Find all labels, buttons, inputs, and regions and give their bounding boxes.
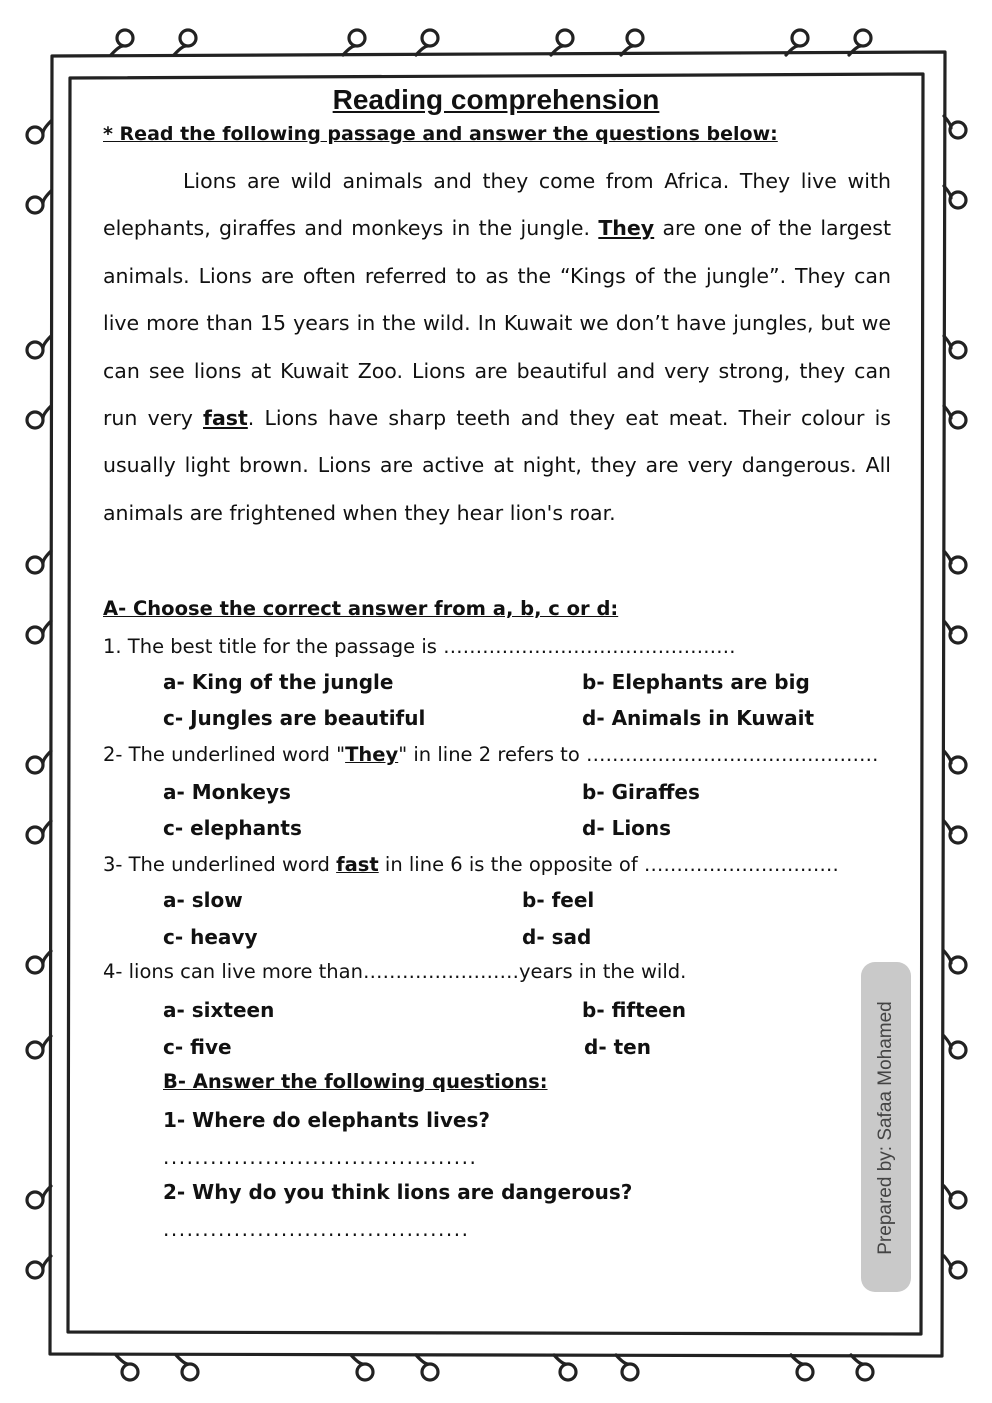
q2-option-c[interactable]: c- elephants xyxy=(163,816,302,840)
underlined-word-fast: fast xyxy=(203,406,248,431)
section-a-heading: A- Choose the correct answer from a, b, c or d: xyxy=(103,597,619,620)
q3-option-b[interactable]: b- feel xyxy=(522,888,595,912)
passage-text-3: . Lions have sharp teeth and they eat meat. Their colour is usually light brown. Lions are active at night, they are very dangerous. All animals are frightened when they hear lion's roar. xyxy=(103,406,891,525)
question-3 xyxy=(103,853,839,876)
page-title: Reading comprehension xyxy=(332,84,660,115)
section-b-heading: B- Answer the following questions: xyxy=(163,1070,548,1093)
instruction: * Read the following passage and answer the questions below: xyxy=(103,123,778,145)
q3-option-d[interactable]: d- sad xyxy=(522,925,592,949)
q2-underlined-word: They xyxy=(345,743,399,766)
underlined-word-they: They xyxy=(598,216,655,241)
answer-line-1[interactable]: ........................................ xyxy=(163,1145,478,1169)
q4-option-d[interactable]: d- ten xyxy=(584,1035,651,1059)
question-2 xyxy=(103,743,878,766)
q3-text-end: in line 6 is the opposite of ………………………… xyxy=(378,853,839,876)
q1-option-b[interactable]: b- Elephants are big xyxy=(582,670,810,694)
q2-text-end: " in line 2 refers to ……………………………………… xyxy=(398,743,879,766)
q3-option-a[interactable]: a- slow xyxy=(163,888,243,912)
q2-text-start: 2- The underlined word " xyxy=(103,743,346,766)
reading-passage xyxy=(103,158,891,537)
question-1: 1. The best title for the passage is ……………………………………… xyxy=(103,635,736,658)
passage-text-1: Lions are wild animals and they come from Africa. They live with elephants, giraffes and monkeys in the jungle. xyxy=(103,169,891,241)
q3-underlined-word: fast xyxy=(336,853,379,876)
q1-option-a[interactable]: a- King of the jungle xyxy=(163,670,394,694)
q4-option-b[interactable]: b- fifteen xyxy=(582,998,687,1022)
q1-option-d[interactable]: d- Animals in Kuwait xyxy=(582,706,815,730)
open-question-1: 1- Where do elephants lives? xyxy=(163,1108,490,1132)
open-question-2: 2- Why do you think lions are dangerous? xyxy=(163,1180,633,1204)
q2-option-b[interactable]: b- Giraffes xyxy=(582,780,700,804)
q3-text-start: 3- The underlined word xyxy=(103,853,337,876)
q1-option-c[interactable]: c- Jungles are beautiful xyxy=(163,706,426,730)
q4-option-a[interactable]: a- sixteen xyxy=(163,998,275,1022)
q2-option-a[interactable]: a- Monkeys xyxy=(163,780,291,804)
credit-text: Prepared by: Safaa Mohamed xyxy=(875,1001,896,1255)
passage-text-2: are one of the largest animals. Lions are often referred to as the “Kings of the jungle”. They can live more than 15 years in the wild. In Kuwait we don’t have jungles, but we can see lions at Kuwait Zoo. Lions are beautiful and very strong, they can run very xyxy=(103,216,891,431)
q4-option-c[interactable]: c- five xyxy=(163,1035,232,1059)
q3-option-c[interactable]: c- heavy xyxy=(163,925,258,949)
q2-option-d[interactable]: d- Lions xyxy=(582,816,672,840)
answer-line-2[interactable]: ....................................... xyxy=(163,1217,470,1241)
question-4: 4- lions can live more than……………………years in the wild. xyxy=(103,960,687,983)
